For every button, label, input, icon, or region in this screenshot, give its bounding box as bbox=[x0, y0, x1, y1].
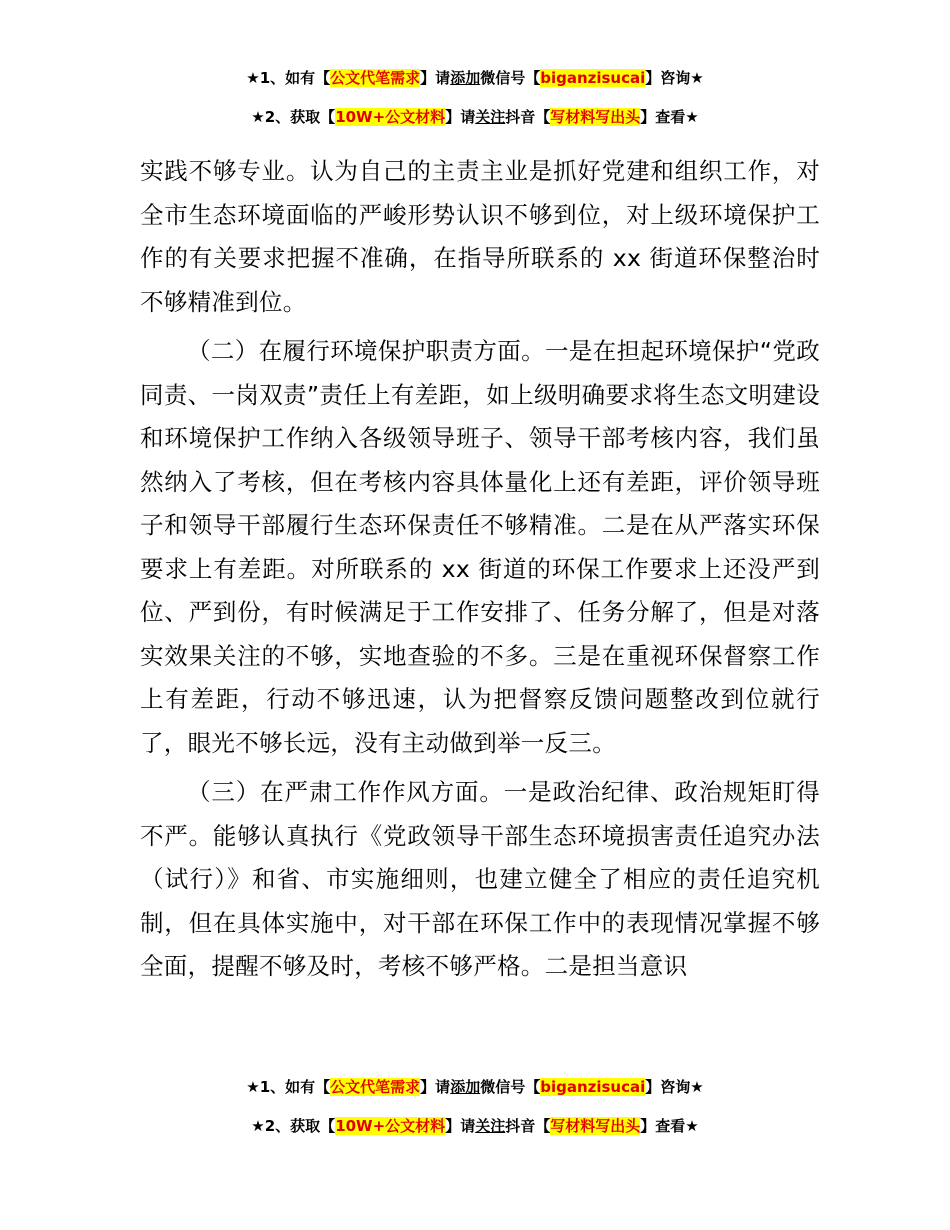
banner-text: 】咨询★ bbox=[645, 69, 704, 87]
underlined-follow: 关注 bbox=[475, 1117, 506, 1135]
highlight-wechat-id: biganzisucai bbox=[540, 1078, 646, 1096]
banner-text: ★2、获取【 bbox=[251, 1117, 336, 1135]
document-body bbox=[140, 150, 820, 989]
underlined-add: 添加 bbox=[450, 69, 481, 87]
paragraph-section-2: （二）在履行环境保护职责方面。一是在担起环境保护“党政同责、一岗双责”责任上有差距，如上级明确要求将生态文明建设和环境保护工作纳入各级领导班子、领导干部考核内容，我们虽然纳入了考核，但在考核内容具体量化上还有差距，评价领导班子和领导干部履行生态环保责任不够精准。二是在从严落实环保要求上有差距。对所联系的 xx 街道的环保工作要求上还没严到位、严到份，有时候满足于工作安排了、任务分解了，但是对落实效果关注的不够，实地查验的不多。三是在重视环保督察工作上有差距，行动不够迅速，认为把督察反馈问题整改到位就行了，眼光不够长远，没有主动做到举一反三。 bbox=[140, 337, 820, 757]
highlight-douyin-account: 写材料写出头 bbox=[550, 108, 641, 126]
highlight-ghostwriting: 公文代笔需求 bbox=[330, 69, 421, 87]
banner-text: 抖音【 bbox=[505, 1117, 551, 1135]
banner-text: 】查看★ bbox=[640, 1117, 699, 1135]
banner-text: 抖音【 bbox=[505, 108, 551, 126]
banner-text: 】咨询★ bbox=[645, 1078, 704, 1096]
banner-text: 微信号【 bbox=[480, 1078, 541, 1096]
paragraph-continuation: 实践不够专业。认为自己的主责主业是抓好党建和组织工作，对全市生态环境面临的严峻形势认识不够到位，对上级环境保护工作的有关要求把握不准确，在指导所联系的 xx 街道环保整治时不够精准到位。 bbox=[140, 157, 820, 316]
footer-banner-line-2 bbox=[0, 1116, 950, 1136]
banner-text: 】请 bbox=[420, 69, 451, 87]
header-banner-line-1 bbox=[0, 68, 950, 88]
highlight-materials: 10W+公文材料 bbox=[335, 108, 446, 126]
header-banner-line-2 bbox=[0, 107, 950, 127]
banner-text: 】查看★ bbox=[640, 108, 699, 126]
banner-text: ★2、获取【 bbox=[251, 108, 336, 126]
paragraph-section-3: （三）在严肃工作作风方面。一是政治纪律、政治规矩盯得不严。能够认真执行《党政领导干部生态环境损害责任追究办法（试行）》和省、市实施细则，也建立健全了相应的责任追究机制，但在具体实施中，对干部在环保工作中的表现情况掌握不够全面，提醒不够及时，考核不够严格。二是担当意识 bbox=[140, 778, 820, 980]
underlined-follow: 关注 bbox=[475, 108, 506, 126]
highlight-ghostwriting: 公文代笔需求 bbox=[330, 1078, 421, 1096]
highlight-douyin-account: 写材料写出头 bbox=[550, 1117, 641, 1135]
banner-text: 】请 bbox=[445, 108, 476, 126]
underlined-add: 添加 bbox=[450, 1078, 481, 1096]
highlight-wechat-id: biganzisucai bbox=[540, 69, 646, 87]
banner-text: ★1、如有【 bbox=[246, 69, 331, 87]
highlight-materials: 10W+公文材料 bbox=[335, 1117, 446, 1135]
footer-banner-line-1 bbox=[0, 1077, 950, 1097]
banner-text: 微信号【 bbox=[480, 69, 541, 87]
banner-text: ★1、如有【 bbox=[246, 1078, 331, 1096]
banner-text: 】请 bbox=[445, 1117, 476, 1135]
banner-text: 】请 bbox=[420, 1078, 451, 1096]
